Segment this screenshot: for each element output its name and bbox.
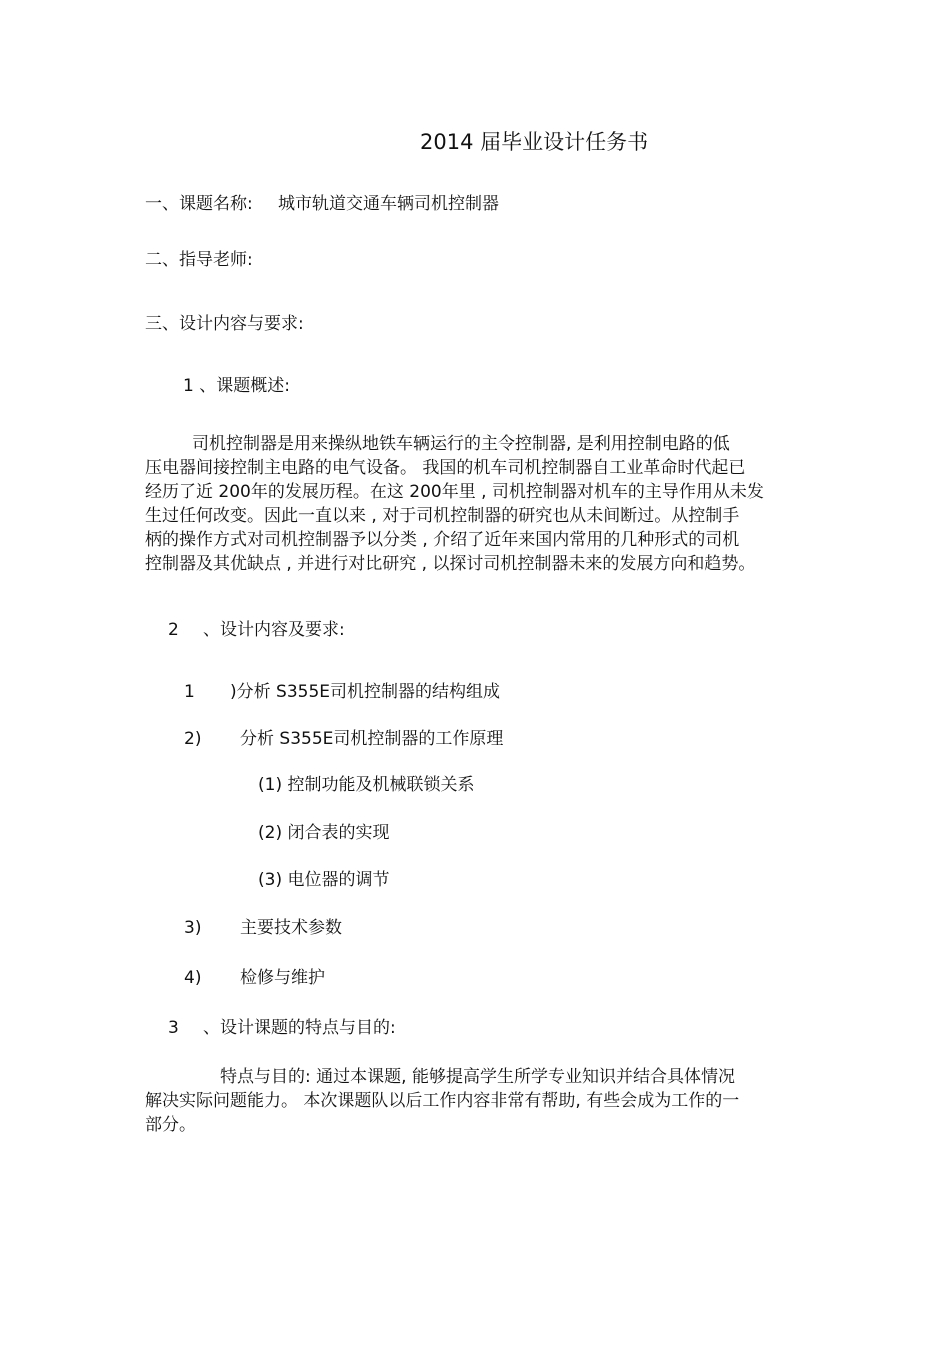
list-item-text: 分析 S355E司机控制器的工作原理: [240, 729, 504, 749]
section-topic-label: 一、课题名称:: [145, 194, 253, 214]
paragraph-line: 控制器及其优缺点 , 并进行对比研究 , 以探讨司机控制器未来的发展方向和趋势。: [145, 554, 756, 574]
paragraph-line: 司机控制器是用来操纵地铁车辆运行的主令控制器, 是利用控制电路的低: [192, 434, 730, 454]
features-paragraph: [145, 1065, 739, 1137]
section-topic-value: 城市轨道交通车辆司机控制器: [278, 194, 499, 214]
section-design-label: 三、设计内容与要求:: [145, 314, 304, 334]
subsection-requirements-heading: 、设计内容及要求:: [203, 620, 345, 640]
sub-list-item: (3) 电位器的调节: [258, 870, 390, 890]
document-title: 2014 届毕业设计任务书: [420, 130, 649, 154]
sub-list-item: (2) 闭合表的实现: [258, 823, 390, 843]
list-item-number: 3): [184, 918, 202, 938]
paragraph-line: 压电器间接控制主电路的电气设备。 我国的机车司机控制器自工业革命时代起已: [145, 458, 746, 478]
list-item-text: 检修与维护: [240, 968, 325, 988]
list-item-text: )分析 S355E司机控制器的结构组成: [230, 682, 501, 702]
sub-list-item: (1) 控制功能及机械联锁关系: [258, 775, 475, 795]
list-item-number: 4): [184, 968, 202, 988]
subsection-features-number: 3: [168, 1018, 179, 1038]
overview-paragraph: [145, 432, 764, 576]
paragraph-line: 柄的操作方式对司机控制器予以分类 , 介绍了近年来国内常用的几种形式的司机: [145, 530, 740, 550]
paragraph-line: 经历了近 200年的发展历程。在这 200年里 , 司机控制器对机车的主导作用从未发: [145, 482, 764, 502]
list-item-number: 1: [184, 682, 195, 702]
paragraph-line: 部分。: [145, 1115, 196, 1135]
subsection-requirements-number: 2: [168, 620, 179, 640]
subsection-overview-heading: 1 、课题概述:: [183, 376, 290, 396]
section-advisor-label: 二、指导老师:: [145, 250, 253, 270]
list-item-number: 2): [184, 729, 202, 749]
paragraph-line: 特点与目的: 通过本课题, 能够提高学生所学专业知识并结合具体情况: [220, 1067, 735, 1087]
list-item-text: 主要技术参数: [240, 918, 342, 938]
paragraph-line: 生过任何改变。因此一直以来 , 对于司机控制器的研究也从未间断过。从控制手: [145, 506, 740, 526]
paragraph-line: 解决实际问题能力。 本次课题队以后工作内容非常有帮助, 有些会成为工作的一: [145, 1091, 740, 1111]
subsection-features-heading: 、设计课题的特点与目的:: [203, 1018, 396, 1038]
